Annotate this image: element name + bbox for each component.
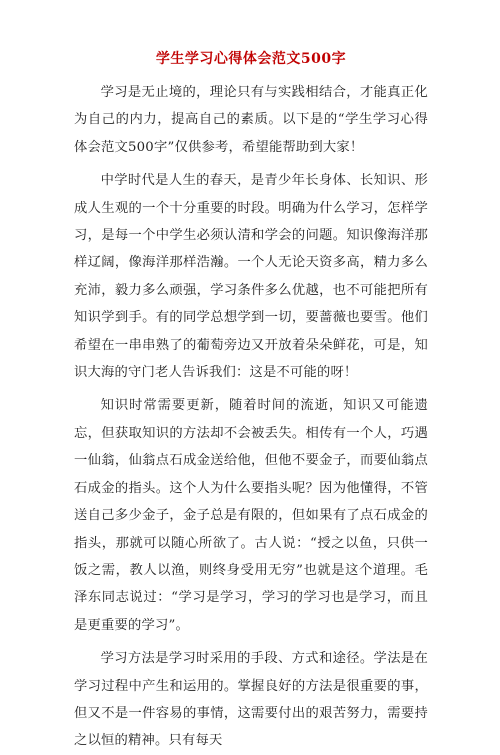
paragraph-knowledge-method: 知识时常需要更新，随着时间的流逝，知识又可能遗忘，但获取知识的方法却不会被丢失。相传有一个人，巧遇一仙翁，仙翁点石成金送给他，但他不要金子，而要仙翁点石成金的指头。这个人为什么要指头呢？因为他懂得，不管送自己多少金子，金子总是有限的，但如果有了点石成金的指头，那就可以随心所欲了。古人说：“授之以鱼，只供一饭之需，教人以渔，则终身受用无穷”也就是这个道理。毛泽东同志说过：“学习是学习，学习的学习也是学习，而且是更重要的学习”。 xyxy=(74,398,428,633)
paragraph-learning-method: 学习方法是学习时采用的手段、方式和途径。学法是在学习过程中产生和运用的。掌握良好的方法是很重要的事，但又不是一件容易的事情，这需要付出的艰苦努力，需要持之以恒的精神。只有每天 xyxy=(74,651,428,749)
paragraph-spring-of-life: 中学时代是人生的春天，是青少年长身体、长知识、形成人生观的一个十分重要的时段。明确为什么学习，怎样学习，是每一个中学生必须认清和学会的问题。知识像海洋那样辽阔，像海洋那样浩瀚。一个人无论天资多高，精力多么充沛，毅力多么顽强，学习条件多么优越，也不可能把所有知识学到手。有的同学总想学到一切，要蔷薇也要雪。他们希望在一串串熟了的葡萄旁边又开放着朵朵鲜花，可是，知识大海的守门老人告诉我们：这是不可能的呀！ xyxy=(74,173,428,381)
document-title: 学生学习心得体会范文500字 xyxy=(155,51,347,67)
paragraph-intro: 学习是无止境的，理论只有与实践相结合，才能真正化为自己的内力，提高自己的素质。以下是的“学生学习心得体会范文500字”仅供参考，希望能帮助到大家！ xyxy=(74,85,428,155)
